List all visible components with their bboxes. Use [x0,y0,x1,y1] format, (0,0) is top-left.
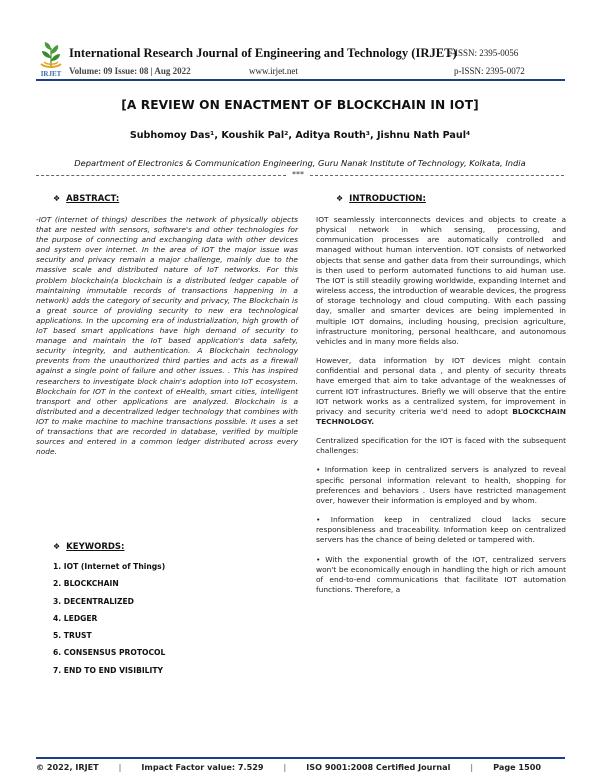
keyword-item: 6. CONSENSUS PROTOCOL [53,648,166,658]
separator-stars: *** [292,170,304,179]
page-footer [36,762,565,772]
keyword-item: 3. DECENTRALIZED [53,596,134,606]
footer-impact-factor: Impact Factor value: 7.529 [141,762,264,772]
keyword-item: 2. BLOCKCHAIN [53,579,119,589]
intro-bold-term: BLOCKCHAIN TECHNOLOGY. [316,406,566,426]
intro-bullet-paragraph: • Information keep in centralized cloud lacks secure responsibleness and traceability. Information keep on centralized servers has the chance of being deleted or tampered with. [316,515,566,545]
introduction-body [316,215,566,604]
intro-paragraph: Centralized specification for the IOT is faced with the subsequent challenges: [316,436,566,456]
footer-divider [36,757,565,759]
irjet-logo [36,40,66,78]
header-divider [36,79,565,81]
logo-text: IRJET [40,70,62,78]
abstract-heading-label: ABSTRACT: [66,194,120,204]
journal-title: International Research Journal of Engineering and Technology (IRJET) [69,46,457,60]
e-issn: e-ISSN: 2395-0056 [448,48,519,58]
keywords-heading [53,542,124,552]
diamond-bullet-icon: ❖ [336,194,344,203]
keyword-item: 5. TRUST [53,631,92,641]
p-issn: p-ISSN: 2395-0072 [454,66,525,76]
abstract-body: -IOT (internet of things) describes the network of physically objects that are nested with sensors, software's and other technologies for the purpose of connecting and exchanging data with other devices and system over internet. In the area of IOT the major issue was security and privacy remain a major challenge, mainly due to the massive scale and distributed nature of IoT networks. For this problem blockchain(a blockchain is a distributed ledger capable of maintaining immutable records of transactions happening in a network) adds the category of security and privacy, The Blockchain is a great source of providing security to new era technological applications. In the upcoming era of industrialization, high growth of IoT based smart applications have high demand of security to manage and maintain the IoT based application's data safety, security integrity, and authentication. A Blockchain technology prevents from the unauthorized third parties and acts as a firewall against a single point of failure and other issues. . This has inspired researchers to investigate block chain's adoption into IoT ecosystem. Blockchain for IOT in the context of eHealth, smart cities, intelligent transport and other applications are analyzed. Blockchain is a distributed and a decentralized ledger technology that combines with IOT to make machine to machine transactions possible. It uses a set of transactions that are recorded in database, verified by multiple sources and entered in a common ledger distributed across every node. [36,215,298,457]
diamond-bullet-icon: ❖ [53,542,61,551]
paper-title: [A REVIEW ON ENACTMENT OF BLOCKCHAIN IN IOT] [121,98,479,112]
intro-bullet-paragraph: • Information keep in centralized servers is analyzed to reveal specific personal information relevant to health, shopping for preferences and behaviors . Users have restricted management over, however their information is employed and by whom. [316,465,566,505]
section-separator [36,171,564,179]
abstract-heading [53,194,119,204]
footer-separator: | [283,762,287,772]
paper-affiliation: Department of Electronics & Communication Engineering, Guru Nanak Institute of Technology, Kolkata, India [74,158,526,168]
introduction-heading-label: INTRODUCTION: [349,194,426,204]
intro-bullet-paragraph: • With the exponential growth of the IOT, centralized servers won't be economically enough in handling the high or rich amount of end-to-end communications that facilitate IOT automation functions. Therefore, a [316,554,566,594]
intro-paragraph: IOT seamlessly interconnects devices and objects to create a physical network in which sensing, processing, and communication processes are automatically controlled and managed without human intervention. IOT consists of networked objects that sense and gather data from their surroundings, which is then used to perform automated functions to aid human use. The IOT is still steadily growing worldwide, expanding Internet and wireless access, the introduction of wearable devices, the progress of storage technology and cloud computing. With each passing day, smaller and smarter devices are being implemented in multiple IOT domains, including housing, precision agriculture, infrastructure monitoring, personal healthcare, and autonomous vehicles and in many more fields also. [316,215,566,346]
footer-separator: | [470,762,474,772]
logo-leaf-mark [41,42,61,67]
keyword-item: 4. LEDGER [53,613,98,623]
paper-authors: Subhomoy Das¹, Koushik Pal², Aditya Routh³, Jishnu Nath Paul⁴ [129,130,471,141]
intro-paragraph-text: However, data information by IOT devices might contain confidential and personal data , and plenty of security threats have emerged that aim to take advantage of the weaknesses of current IOT infrastructures. Briefly we will observe that the entire IOT network works as a centralized system, for improvement in privacy and security criteria we'd need to adopt [316,356,566,416]
footer-page-number: Page 1500 [493,762,541,772]
footer-separator: | [118,762,122,772]
keyword-item: 7. END TO END VISIBILITY [53,665,164,675]
journal-website: www.irjet.net [249,66,298,76]
introduction-heading [336,194,426,204]
footer-iso: ISO 9001:2008 Certified Journal [306,762,451,772]
keywords-list [53,562,293,683]
intro-paragraph [316,356,566,427]
keywords-heading-label: KEYWORDS: [66,542,125,552]
diamond-bullet-icon: ❖ [53,194,61,203]
keyword-item: 1. IOT (Internet of Things) [53,562,166,571]
volume-issue: Volume: 09 Issue: 08 | Aug 2022 [69,66,191,76]
footer-copyright: © 2022, IRJET [36,762,99,772]
